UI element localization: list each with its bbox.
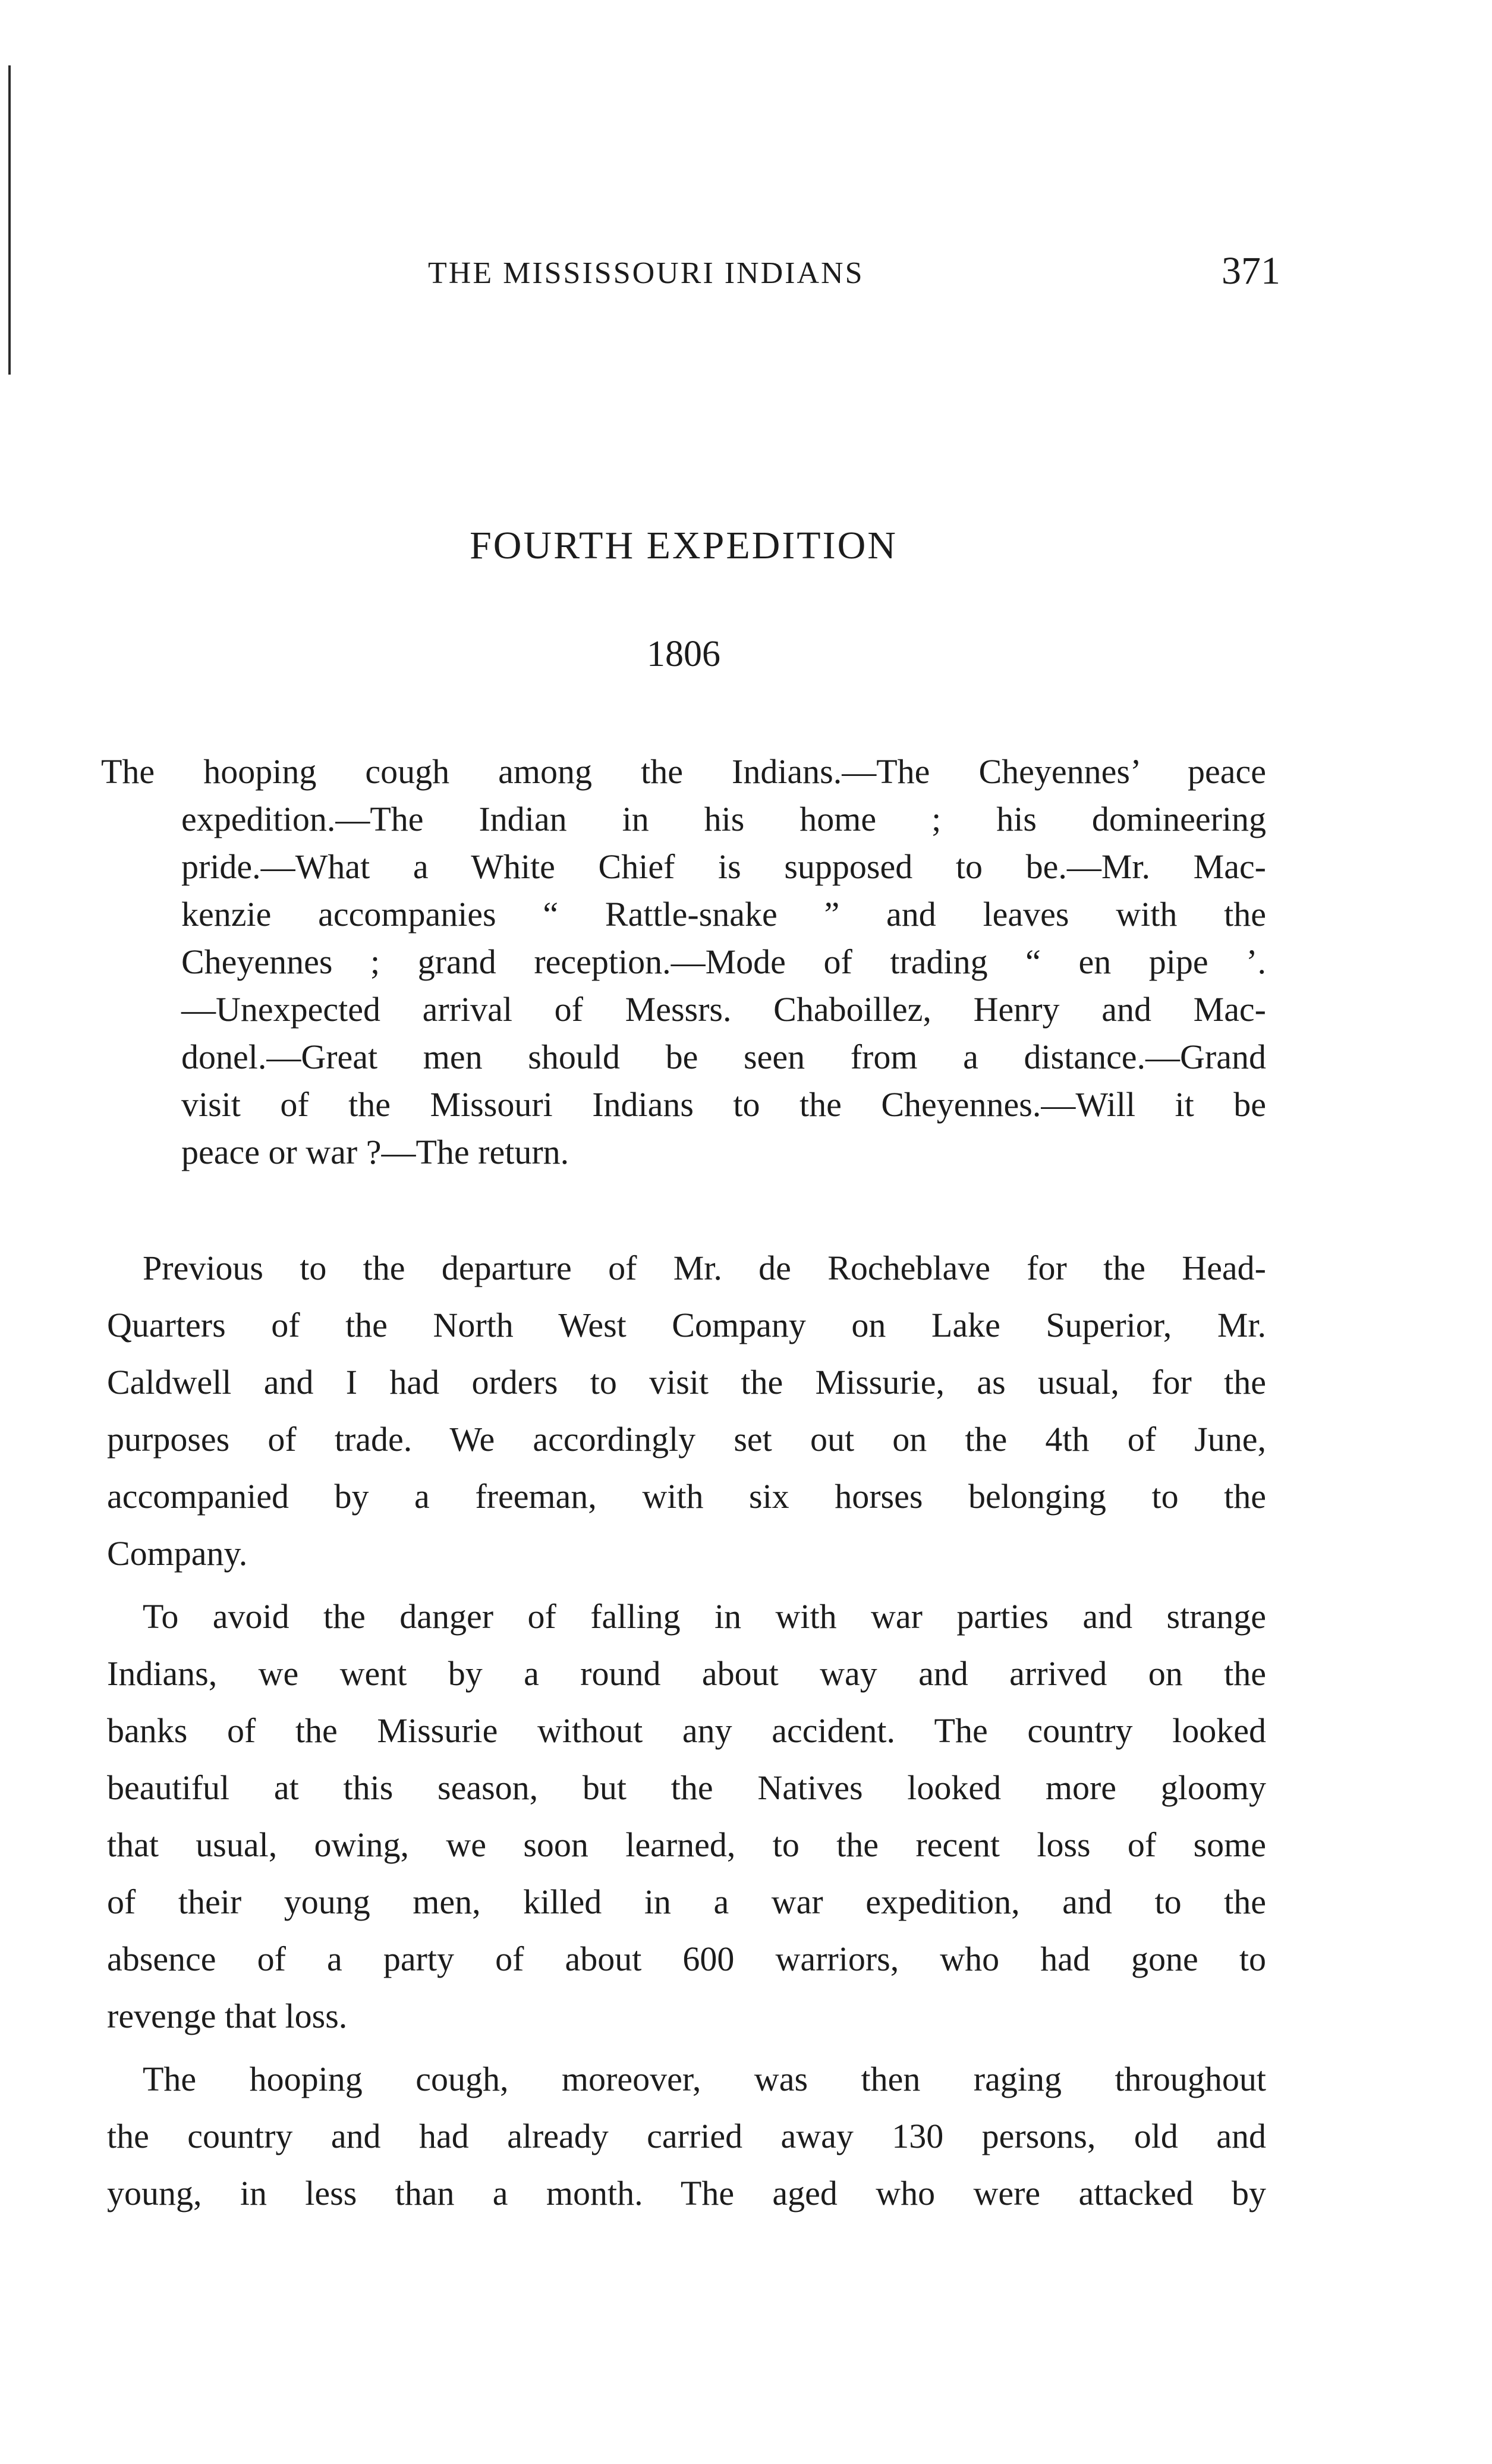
paragraph	[107, 1588, 1266, 2045]
text-line: that usual, owing, we soon learned, to the recent loss of some	[107, 1825, 1266, 1864]
paragraph	[107, 1240, 1266, 1582]
summary-line: pride.—What a White Chief is supposed to be.—Mr. Mac-	[181, 847, 1266, 886]
page-edge-line	[8, 65, 11, 375]
running-title: THE MISSISSOURI INDIANS	[428, 256, 864, 290]
text-line: Quarters of the North West Company on Lake Superior, Mr.	[107, 1306, 1266, 1344]
summary-line: kenzie accompanies “ Rattle-snake ” and leaves with the	[181, 895, 1266, 934]
body-text	[107, 1240, 1266, 2228]
text-line: Previous to the departure of Mr. de Rocheblave for the Head-	[143, 1249, 1266, 1287]
chapter-year: 1806	[647, 634, 720, 674]
text-line: the country and had already carried away 130 persons, old and	[107, 2117, 1266, 2155]
summary-line: The hooping cough among the Indians.—The Cheyennes’ peace	[101, 752, 1266, 791]
summary-line: —Unexpected arrival of Messrs. Chaboillez, Henry and Mac-	[181, 990, 1266, 1029]
chapter-summary	[101, 748, 1266, 1176]
text-line: absence of a party of about 600 warriors, who had gone to	[107, 1940, 1266, 1978]
text-line: accompanied by a freeman, with six horses belonging to the	[107, 1477, 1266, 1516]
summary-line: Cheyennes ; grand reception.—Mode of trading “ en pipe ’.	[181, 942, 1266, 981]
paragraph	[107, 2051, 1266, 2222]
text-line: banks of the Missurie without any accident. The country looked	[107, 1711, 1266, 1750]
text-line: The hooping cough, moreover, was then raging throughout	[143, 2060, 1266, 2098]
text-line: of their young men, killed in a war expedition, and to the	[107, 1882, 1266, 1921]
chapter-title: FOURTH EXPEDITION	[470, 524, 898, 567]
text-line: beautiful at this season, but the Natives looked more gloomy	[107, 1768, 1266, 1807]
text-line: To avoid the danger of falling in with war parties and strange	[143, 1597, 1266, 1636]
summary-line: visit of the Missouri Indians to the Cheyennes.—Will it be	[181, 1085, 1266, 1124]
text-line: Company.	[107, 1534, 248, 1573]
text-line: revenge that loss.	[107, 1997, 348, 2035]
summary-line: peace or war ?—The return.	[181, 1133, 569, 1171]
text-line: Indians, we went by a round about way and arrived on the	[107, 1654, 1266, 1693]
text-line: purposes of trade. We accordingly set out on the 4th of June,	[107, 1420, 1266, 1459]
summary-line: donel.—Great men should be seen from a distance.—Grand	[181, 1038, 1266, 1076]
text-line: young, in less than a month. The aged who were attacked by	[107, 2174, 1266, 2212]
summary-line: expedition.—The Indian in his home ; his domineering	[181, 800, 1266, 838]
text-line: Caldwell and I had orders to visit the Missurie, as usual, for the	[107, 1363, 1266, 1401]
page-number: 371	[1222, 249, 1280, 293]
